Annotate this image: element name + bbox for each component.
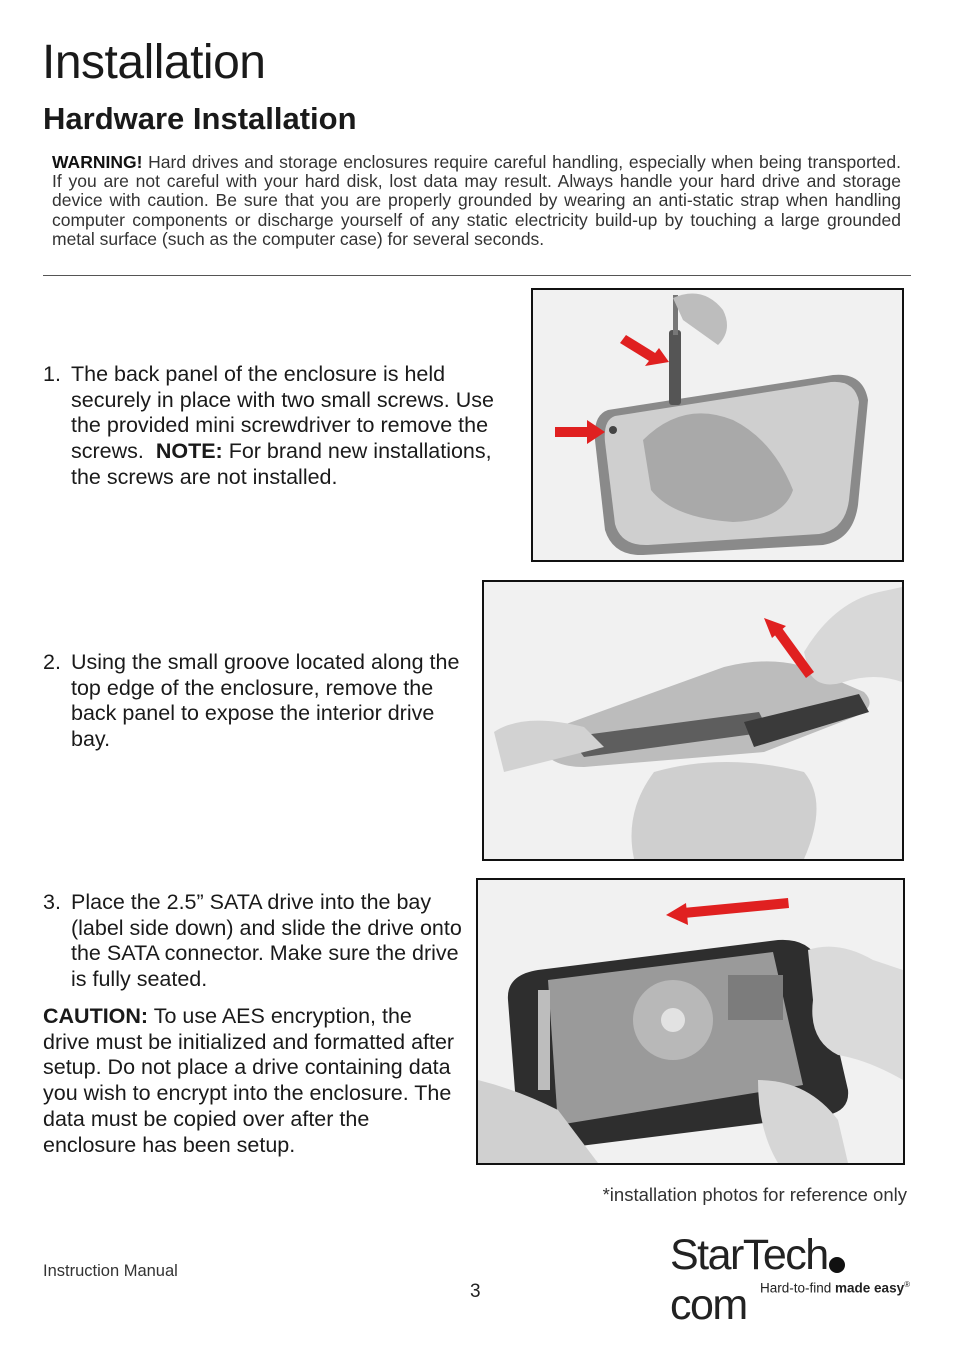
step-1: [43, 362, 523, 491]
section-heading: Hardware Installation: [43, 101, 357, 136]
logo-tagline: Hard-to-find made easy®: [759, 1280, 910, 1296]
photo-remove-panel: [482, 580, 904, 861]
photo-insert-drive: [476, 878, 905, 1165]
photo-remove-screws: [531, 288, 904, 562]
caution-paragraph: [43, 1004, 463, 1158]
warning-text: Hard drives and storage enclosures require careful handling, especially when being transported. If you are not careful with your hard disk, lost data may result. Always handle your hard drive and storage device with caution. Be sure that you are properly grounded by wearing an anti-static strap when handling computer components or discharge yourself of any static electricity build-up by touching a large grounded metal surface (such as the computer case) for several seconds.: [52, 152, 901, 249]
note-label: NOTE:: [155, 439, 223, 464]
warning-label: WARNING!: [52, 152, 143, 172]
logo-wordmark-left: StarTech: [670, 1231, 828, 1279]
footer-manual-label: Instruction Manual: [43, 1262, 178, 1280]
step-number: 1.: [43, 362, 61, 386]
logo-dot-icon: [829, 1257, 845, 1273]
step-number: 2.: [43, 650, 61, 674]
step-2: [43, 650, 463, 753]
step-text: Place the 2.5” SATA drive into the bay (label side down) and slide the drive onto the SATA connector. Make sure the drive is fully seated.: [71, 890, 462, 992]
note-text: For brand new installations, the screws are not installed.: [71, 439, 492, 489]
startech-logo: [670, 1230, 910, 1329]
step-text: Using the small groove located along the top edge of the enclosure, remove the back panel to expose the interior drive bay.: [71, 650, 460, 752]
divider: [43, 275, 911, 276]
step-number: 3.: [43, 890, 61, 914]
step-3: [43, 890, 463, 993]
step-text: The back panel of the enclosure is held securely in place with two small screws. Use the provided mini screwdriver to remove the screws.: [71, 362, 494, 464]
warning-paragraph: [52, 153, 901, 249]
caution-label: CAUTION:: [43, 1004, 149, 1028]
page-number: 3: [470, 1281, 481, 1302]
logo-wordmark-right: com: [670, 1281, 747, 1329]
page-title: Installation: [42, 36, 266, 89]
photo-footnote: *installation photos for reference only: [602, 1184, 907, 1205]
caution-text: To use AES encryption, the drive must be initialized and formatted after setup. Do not place a drive containing data you wish to encrypt into the enclosure. The data must be copied over after the enclosure has been setup.: [43, 1004, 455, 1157]
